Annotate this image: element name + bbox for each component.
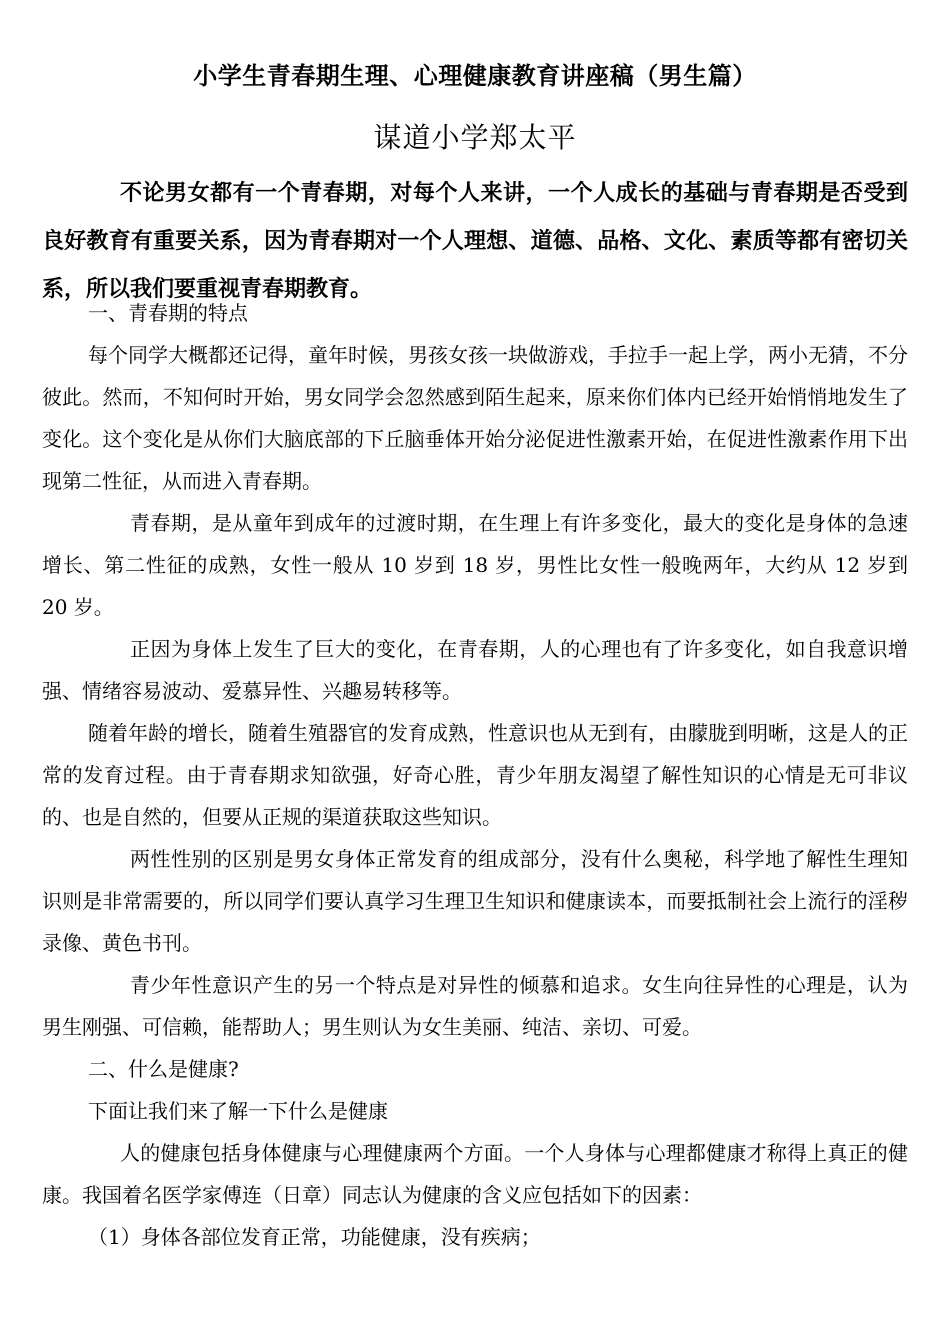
section-heading-1: 一、青春期的特点 — [88, 301, 248, 325]
body-paragraph: 每个同学大概都还记得，童年时候，男孩女孩一块做游戏，手拉手一起上学，两小无猜，不分彼此。然而，不知何时开始，男女同学会忽然感到陌生起来，原来你们体内已经开始悄悄地发生了变化。这个变化是从你们大脑底部的下丘脑垂体开始分泌促进性激素开始，在促进性激素作用下出现第二性征，从而进入青春期。 — [42, 343, 908, 493]
body-paragraph: 下面让我们来了解一下什么是健康 — [88, 1099, 388, 1123]
section-heading-2: 二、什么是健康? — [88, 1057, 239, 1081]
list-item: （1）身体各部位发育正常，功能健康，没有疾病； — [88, 1225, 541, 1249]
body-paragraph: 随着年龄的增长，随着生殖器官的发育成熟，性意识也从无到有，由朦胧到明晰，这是人的正常的发育过程。由于青春期求知欲强，好奇心胜，青少年朋友渴望了解性知识的心情是无可非议的、也是自然的，但要从正规的渠道获取这些知识。 — [42, 721, 908, 829]
body-paragraph: 正因为身体上发生了巨大的变化，在青春期，人的心理也有了许多变化，如自我意识增强、情绪容易波动、爱慕异性、兴趣易转移等。 — [42, 637, 908, 703]
document-author: 谋道小学郑太平 — [373, 121, 577, 154]
body-paragraph: 人的健康包括身体健康与心理健康两个方面。一个人身体与心理都健康才称得上真正的健康。我国着名医学家傅连（日章）同志认为健康的含义应包括如下的因素： — [42, 1141, 908, 1207]
body-paragraph: 青少年性意识产生的另一个特点是对异性的倾慕和追求。女生向往异性的心理是，认为男生刚强、可信赖，能帮助人；男生则认为女生美丽、纯洁、亲切、可爱。 — [42, 973, 908, 1039]
intro-paragraph: 不论男女都有一个青春期，对每个人来讲，一个人成长的基础与青春期是否受到良好教育有重要关系，因为青春期对一个人理想、道德、品格、文化、素质等都有密切关系，所以我们要重视青春期教育。 — [42, 181, 908, 302]
body-paragraph: 两性性别的区别是男女身体正常发育的组成部分，没有什么奥秘，科学地了解性生理知识则是非常需要的，所以同学们要认真学习生理卫生知识和健康读本，而要抵制社会上流行的淫秽录像、黄色书刊。 — [42, 847, 908, 955]
document-title: 小学生青春期生理、心理健康教育讲座稿（男生篇） — [193, 62, 757, 90]
body-paragraph: 青春期，是从童年到成年的过渡时期，在生理上有许多变化，最大的变化是身体的急速增长、第二性征的成熟，女性一般从 10 岁到 18 岁，男性比女性一般晚两年，大约从 12 岁到 20 岁。 — [42, 511, 908, 619]
